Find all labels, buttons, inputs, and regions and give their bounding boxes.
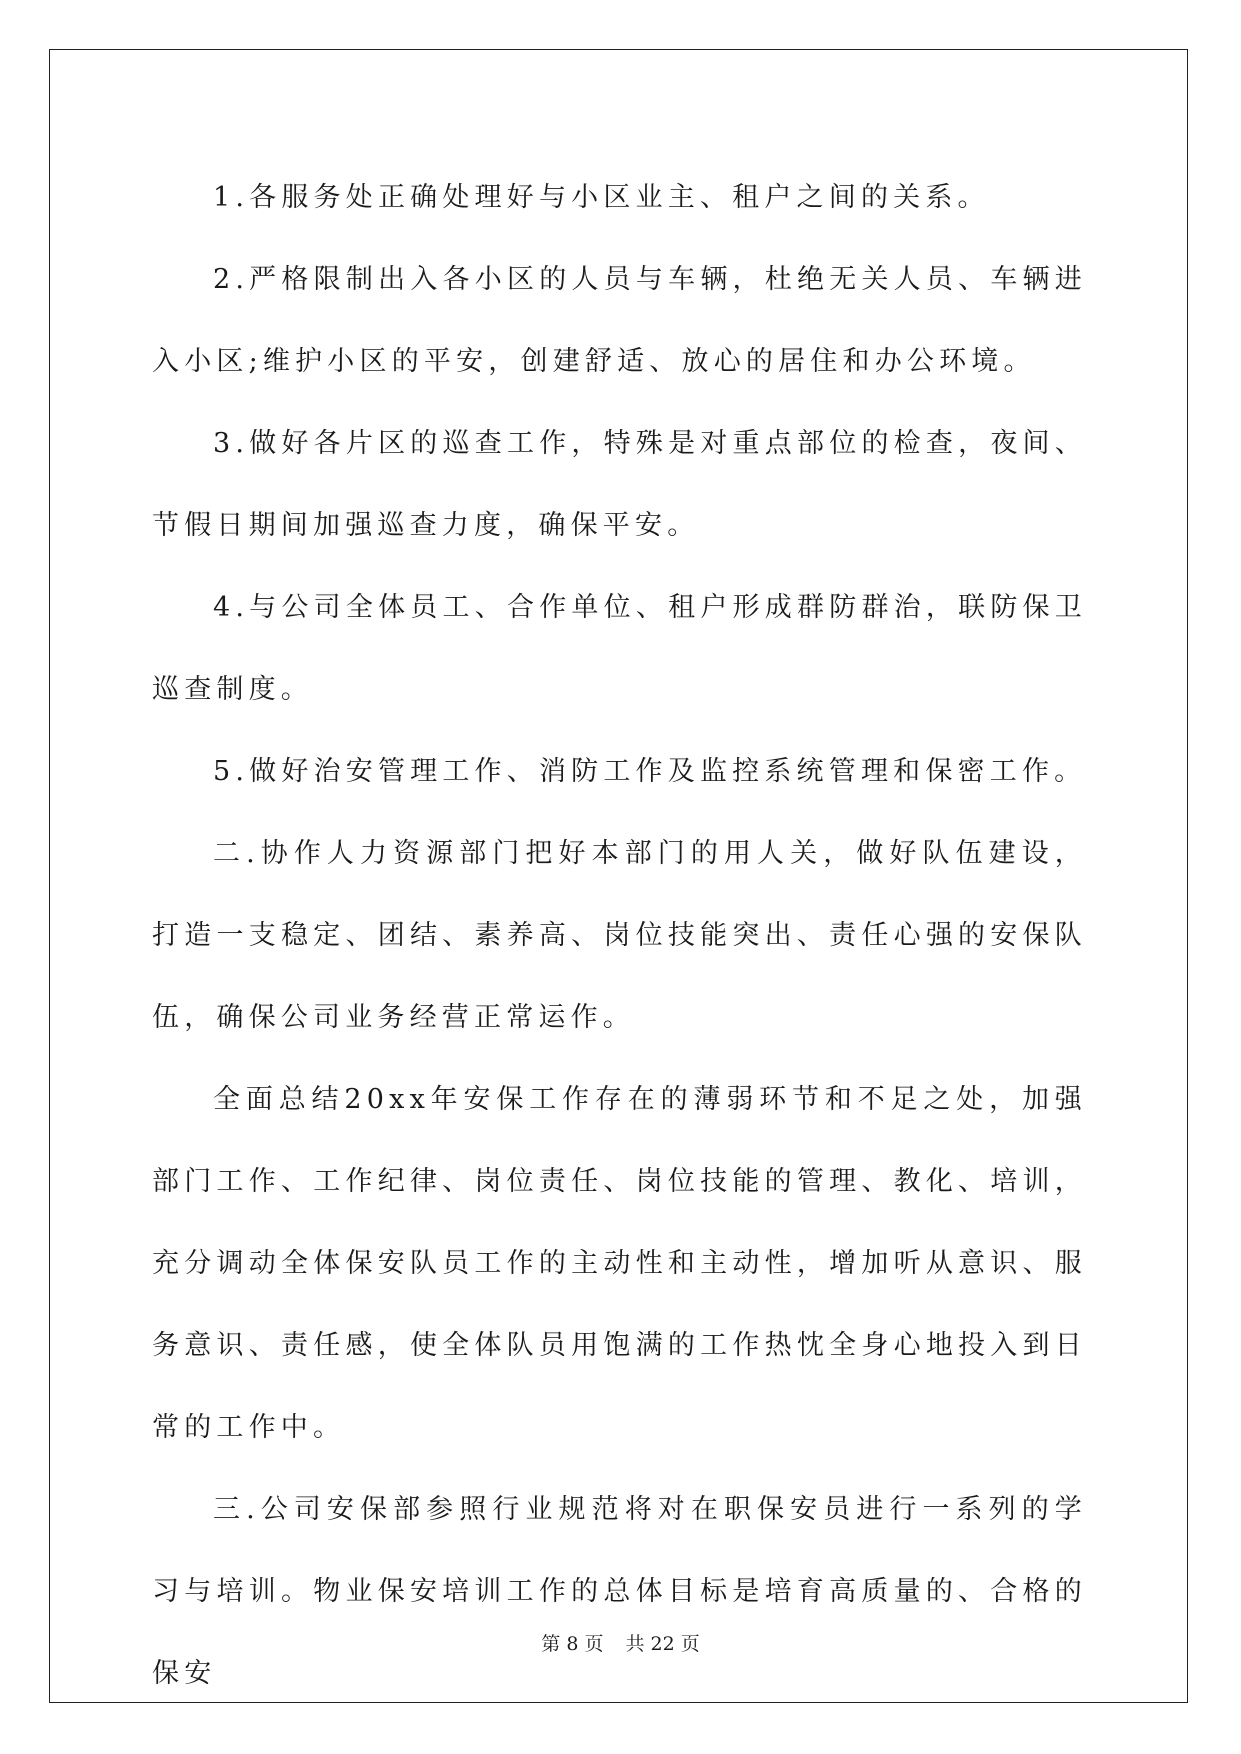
page-total: 共 22 页 [625,1633,700,1655]
paragraph-summary: 全面总结20xx年安保工作存在的薄弱环节和不足之处，加强部门工作、工作纪律、岗位责任、岗位技能的管理、教化、培训，充分调动全体保安队员工作的主动性和主动性，增加听从意识、服务意识、责任感，使全体队员用饱满的工作热忱全身心地投入到日常的工作中。 [152,1084,1087,1443]
paragraph-item-4: 4.与公司全体员工、合作单位、租户形成群防群治，联防保卫巡查制度。 [152,592,1087,705]
document-body [152,157,1087,1715]
page-number: 第 8 页 [541,1633,604,1655]
paragraph-item-5: 5.做好治安管理工作、消防工作及监控系统管理和保密工作。 [213,756,1087,787]
paragraph-section-3: 三.公司安保部参照行业规范将对在职保安员进行一系列的学习与培训。物业保安培训工作的总体目标是培育高质量的、合格的保安 [152,1494,1087,1689]
paragraph-item-3: 3.做好各片区的巡查工作，特殊是对重点部位的检查，夜间、节假日期间加强巡查力度，确保平安。 [152,428,1087,541]
paragraph-section-2: 二.协作人力资源部门把好本部门的用人关，做好队伍建设，打造一支稳定、团结、素养高、岗位技能突出、责任心强的安保队伍，确保公司业务经营正常运作。 [152,838,1087,1033]
paragraph-item-1: 1.各服务处正确处理好与小区业主、租户之间的关系。 [213,182,990,213]
paragraph-item-2: 2.严格限制出入各小区的人员与车辆，杜绝无关人员、车辆进入小区;维护小区的平安，创建舒适、放心的居住和办公环境。 [152,264,1087,377]
page-footer [0,1629,1241,1656]
